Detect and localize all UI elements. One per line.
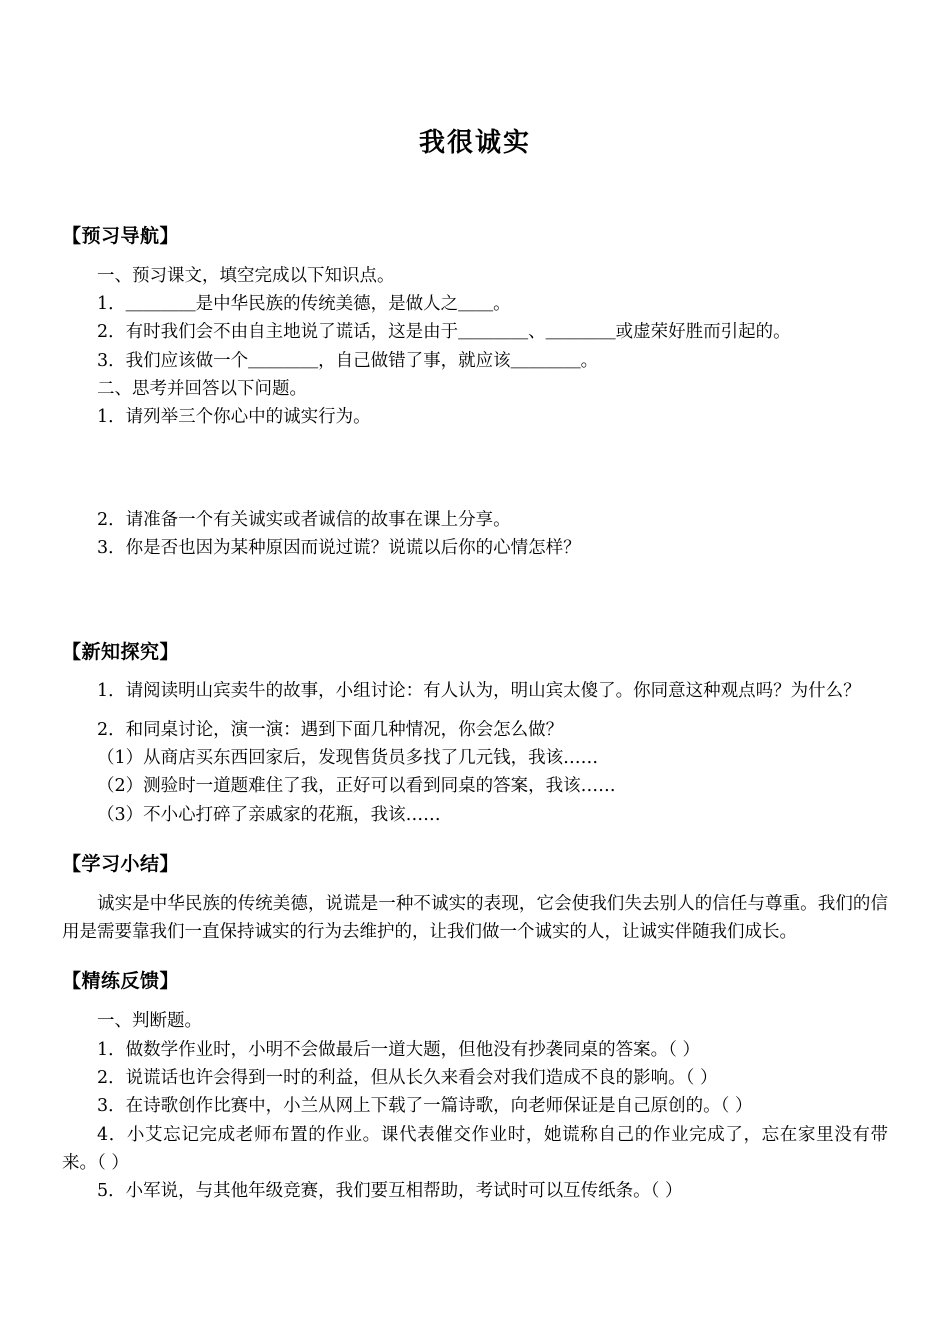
preview-line-7: 2．请准备一个有关诚实或者诚信的故事在课上分享。: [97, 509, 511, 530]
explore-line-2: 2．和同桌讨论，演一演：遇到下面几种情况，你会怎么做？: [97, 719, 564, 740]
preview-line-5: 二、思考并回答以下问题。: [97, 379, 307, 400]
section-heading-preview: 【预习导航】: [62, 225, 180, 247]
spacer: [62, 667, 888, 677]
practice-line-1: 一、判断题。: [97, 1011, 202, 1032]
spacer: [62, 252, 888, 262]
section-heading-summary: 【学习小结】: [62, 853, 180, 875]
document-content: [62, 221, 888, 1206]
preview-line-8: 3．你是否也因为某种原因而说过谎？说谎以后你的心情怎样？: [97, 538, 581, 559]
preview-line-2: 1．＿＿＿＿是中华民族的传统美德，是做人之＿＿。: [97, 294, 511, 315]
spacer: [62, 706, 888, 716]
answer-space-1: [62, 432, 888, 506]
explore-line-5: （3）不小心打碎了亲戚家的花瓶，我该……: [97, 804, 441, 825]
explore-line-3: （1）从商店买东西回家后，发现售货员多找了几元钱，我该……: [97, 747, 599, 768]
practice-line-4: 3．在诗歌创作比赛中，小兰从网上下载了一篇诗歌，向老师保证是自己原创的。（ ）: [97, 1096, 753, 1117]
page-title: 我很诚实: [418, 128, 531, 158]
practice-line-6: 5．小军说，与其他年级竞赛，我们要互相帮助，考试时可以互传纸条。（ ）: [97, 1181, 683, 1202]
spacer: [62, 880, 888, 890]
explore-line-4: （2）测验时一道题难住了我，正好可以看到同桌的答案，我该……: [97, 776, 616, 797]
practice-line-3: 2．说谎话也许会得到一时的利益，但从长久来看会对我们造成不良的影响。（ ）: [97, 1067, 718, 1088]
preview-line-1: 一、预习课文，填空完成以下知识点。: [97, 265, 395, 286]
preview-line-6: 1．请列举三个你心中的诚实行为。: [97, 407, 371, 428]
answer-space-2: [62, 563, 888, 637]
preview-line-3: 2．有时我们会不由自主地说了谎话，这是由于＿＿＿＿、＿＿＿＿或虚荣好胜而引起的。: [97, 322, 791, 343]
spacer: [62, 997, 888, 1007]
explore-line-1: 1．请阅读明山宾卖牛的故事，小组讨论：有人认为，明山宾太傻了。你同意这种观点吗？为什么？: [97, 681, 861, 702]
practice-line-5: 4．小艾忘记完成老师布置的作业。课代表催交作业时，她谎称自己的作业完成了，忘在家里没有带来。（ ）: [62, 1124, 888, 1173]
preview-line-4: 3．我们应该做一个＿＿＿＿，自己做错了事，就应该＿＿＿＿。: [97, 350, 599, 371]
section-heading-explore: 【新知探究】: [62, 640, 180, 663]
spacer: [62, 829, 888, 849]
spacer: [62, 946, 888, 966]
practice-line-2: 1．做数学作业时，小明不会做最后一道大题，但他没有抄袭同桌的答案。（ ）: [97, 1039, 700, 1060]
title-spacer: [0, 159, 950, 221]
summary-paragraph: 诚实是中华民族的传统美德，说谎是一种不诚实的表现，它会使我们失去别人的信任与尊重。我们的信用是需要靠我们一直保持诚实的行为去维护的，让我们做一个诚实的人，让诚实伴随我们成长。: [62, 893, 888, 943]
section-heading-practice: 【精练反馈】: [62, 970, 180, 993]
